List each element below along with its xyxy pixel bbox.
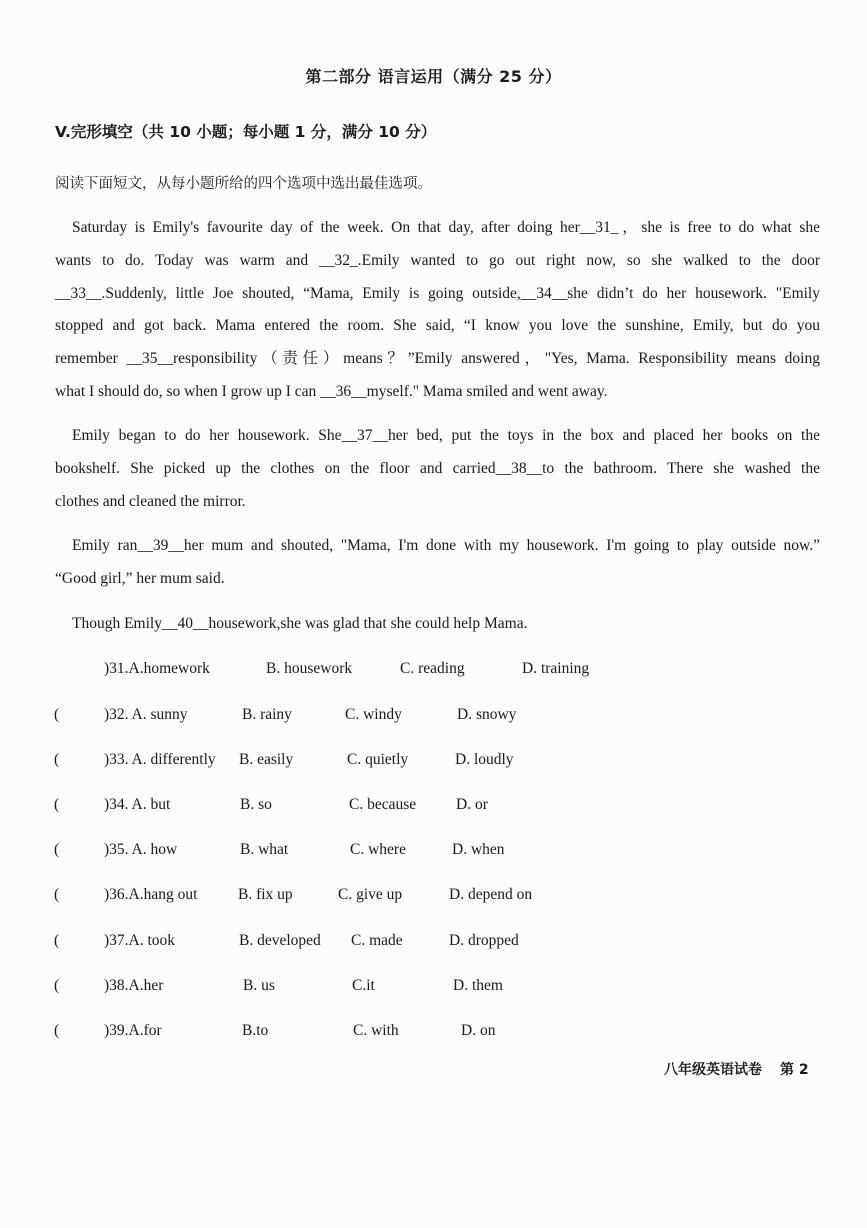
passage-line: clothes and cleaned the mirror. [55,492,246,510]
passage-paragraph-4 [55,608,820,641]
question-35 [0,841,867,865]
option-d: D. snowy [457,706,517,723]
passage-paragraph-3 [55,530,820,596]
option-a: )34. A. but [104,796,171,813]
option-d: D. depend on [449,886,533,903]
option-b: B. rainy [242,706,292,723]
answer-paren: ( [54,932,60,949]
option-b: B. easily [239,751,294,768]
passage-line: what I should do, so when I grow up I can __36__myself." Mama smiled and went away. [55,382,608,400]
passage-line: wants to do. Today was warm and __32_.Emily wanted to go out right now, so she walked to the door [55,251,820,269]
option-a: )36.A.hang out [104,886,198,903]
option-b: B. so [240,796,272,813]
passage-line: stopped and got back. Mama entered the room. She said, “I know you love the sunshine, Emily, but do you [55,317,820,335]
option-d: D. training [522,660,590,677]
answer-paren: ( [54,796,60,813]
option-b: B. housework [266,660,353,677]
option-b: B. what [240,841,289,858]
option-d: D. on [461,1022,496,1039]
question-39 [0,1022,867,1046]
answer-paren: ( [54,706,60,723]
option-c: C. windy [345,706,402,723]
passage-line: Though Emily__40__housework,she was glad that she could help Mama. [72,615,528,632]
section-title: V.完形填空（共 10 小题；每小题 1 分，满分 10 分） [55,123,437,141]
passage-line: “Good girl,” her mum said. [55,569,225,587]
exam-name: 八年级英语试卷 [664,1062,762,1078]
instruction-text: 阅读下面短文，从每小题所给的四个选项中选出最佳选项。 [55,176,432,192]
option-d: D. loudly [455,751,514,768]
option-b: B. fix up [238,886,293,903]
option-a: )39.A.for [104,1022,162,1039]
option-c: C. where [350,841,406,858]
passage-line: bookshelf. She picked up the clothes on the floor and carried__38__to the bathroom. There she washed the [55,459,820,477]
answer-paren: ( [54,977,60,994]
option-b: B. developed [239,932,321,949]
answer-paren: ( [54,751,60,768]
option-c: C.it [352,977,375,994]
question-32 [0,706,867,730]
passage-line: Emily began to do her housework. She__37__her bed, put the toys in the box and placed her books on the [72,427,820,444]
option-c: C. quietly [347,751,409,768]
passage-paragraph-2 [55,420,820,518]
question-31 [0,660,867,684]
option-c: C. because [349,796,417,813]
option-d: D. them [453,977,503,994]
option-c: C. with [353,1022,399,1039]
answer-paren: ( [54,886,60,903]
page-number: 第 2 [780,1062,809,1078]
option-c: C. give up [338,886,403,903]
passage-line: Saturday is Emily's favourite day of the week. On that day, after doing her__31_，she is free to do what she [72,219,820,236]
option-a: )38.A.her [104,977,164,994]
option-b: B. us [243,977,275,994]
question-36 [0,886,867,910]
passage-line: Emily ran__39__her mum and shouted, "Mama, I'm done with my housework. I'm going to play outside now.” [72,537,820,554]
passage-line: __33__.Suddenly, little Joe shouted, “Mama, Emily is going outside,__34__she didn’t do her housework. "Emily [55,284,820,302]
question-34 [0,796,867,820]
option-a: )32. A. sunny [104,706,188,723]
answer-paren: ( [54,841,60,858]
question-37 [0,932,867,956]
option-d: D. dropped [449,932,519,949]
question-38 [0,977,867,1001]
option-c: C. reading [400,660,465,677]
option-a: )33. A. differently [104,751,216,768]
option-b: B.to [242,1022,269,1039]
question-33 [0,751,867,775]
option-d: D. or [456,796,488,813]
passage-paragraph-1 [55,212,820,409]
part-title: 第二部分 语言运用（满分 25 分） [305,67,562,86]
option-a: )35. A. how [104,841,178,858]
option-c: C. made [351,932,403,949]
answer-paren: ( [54,1022,60,1039]
option-a: )37.A. took [104,932,176,949]
option-d: D. when [452,841,505,858]
passage-line: remember __35__responsibility（责任）means？”Emily answered，"Yes, Mama. Responsibility means doing [55,350,820,368]
option-a: )31.A.homework [104,660,210,677]
page-footer [664,1059,809,1079]
